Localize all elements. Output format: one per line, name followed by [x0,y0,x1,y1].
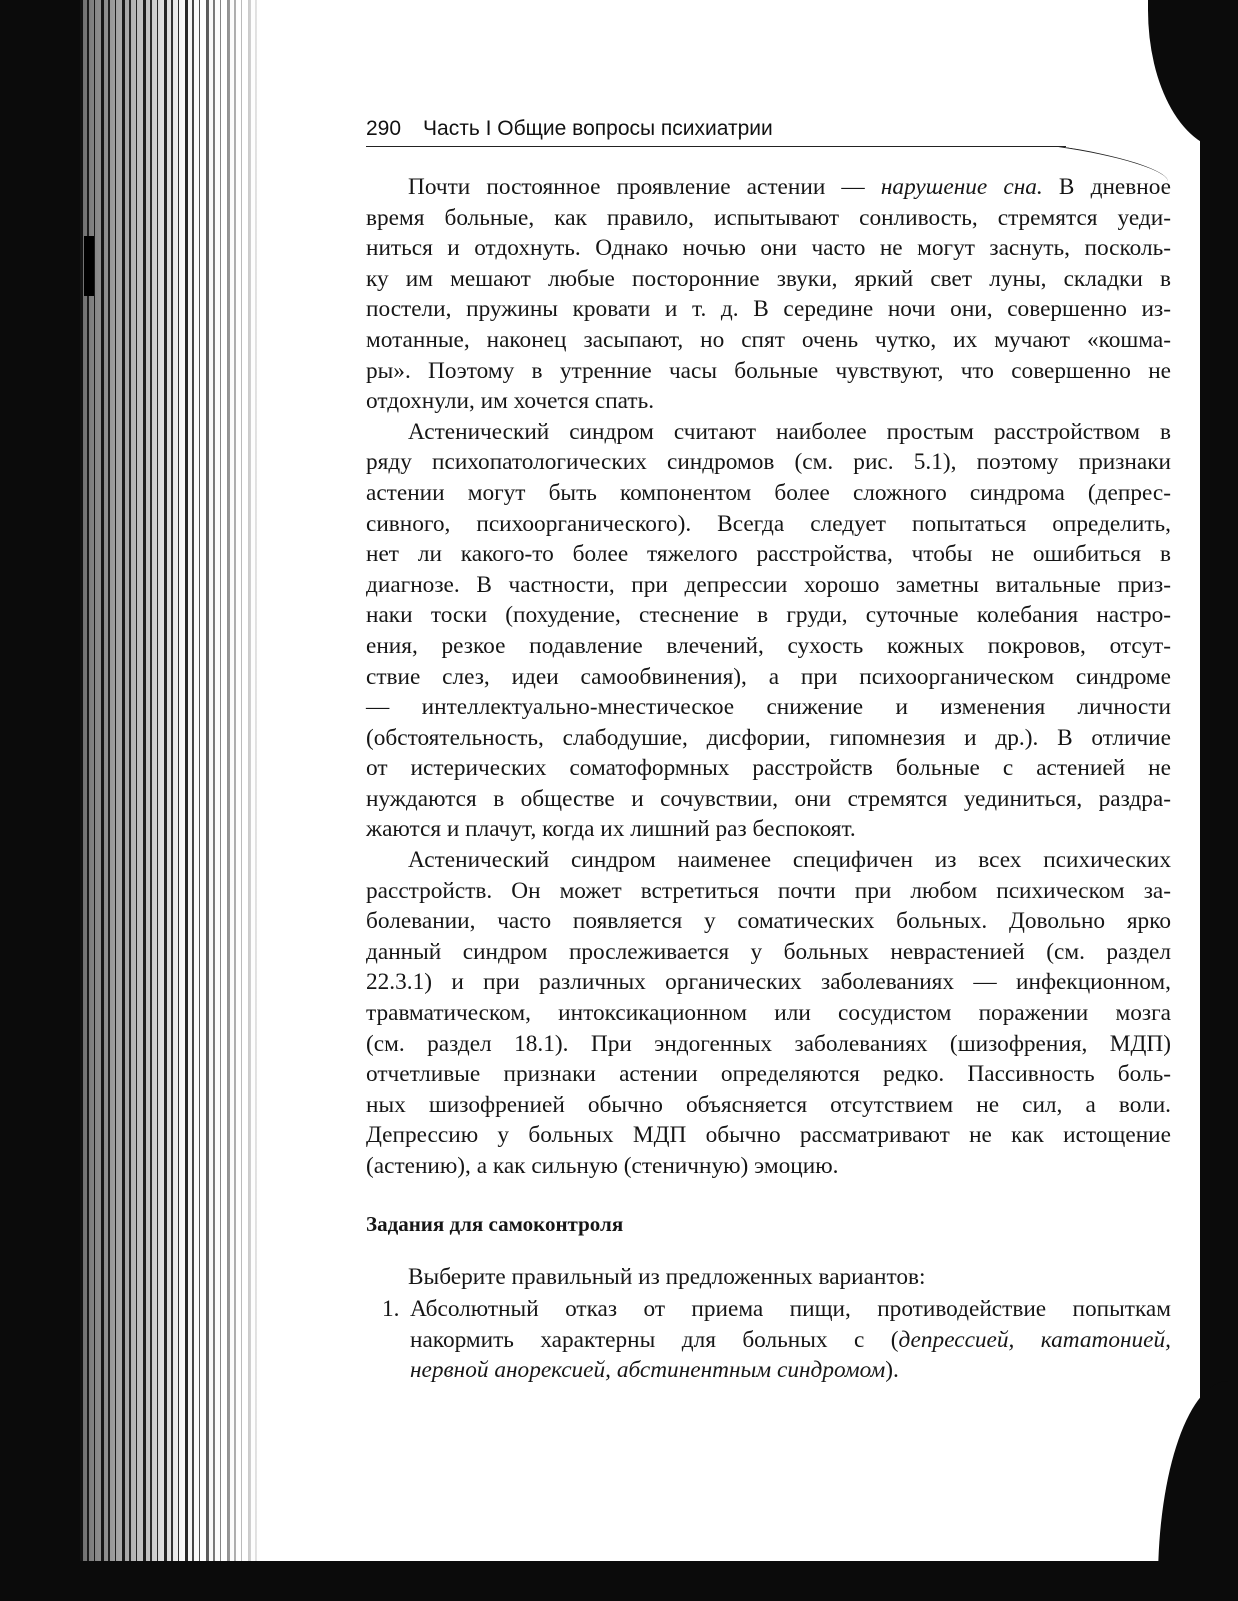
section-title: Задания для самоконтроля [366,1212,624,1236]
text-line: болевании, часто появляется у соматических больных. Довольно ярко [366,908,1171,935]
text-line: ения, резкое подавление влечений, сухость кожных покровов, отсут- [366,632,1171,659]
text-line: отдохнули, им хочется спать. [366,388,655,415]
text-line: ры». Поэтому в утренние часы больные чувствуют, что совершенно не [366,357,1171,384]
emphasis-term: нарушение сна. [880,174,1043,200]
text-line: астении могут быть компонентом более сложного синдрома (депрес- [366,479,1171,506]
text-line: нет ли какого-то более тяжелого расстройства, чтобы не ошибиться в [366,541,1171,568]
text-line: жаются и плачут, когда их лишний раз беспокоят. [366,816,856,843]
text-line: ствие слез, идеи самообвинения), а при психоорганическом синдроме [366,663,1171,690]
book-page [268,0,1171,1601]
text-line: от истерических соматоформных расстройств больные с астенией не [366,755,1171,782]
text-line: мотанные, наконец засыпают, но спят очень чутко, их мучают «кошма- [366,326,1171,353]
question-text [410,1294,1171,1386]
text-line: отчетливые признаки астении определяются редко. Пассивность боль- [366,1061,1171,1088]
scan-border-right [1200,120,1238,1600]
question-options: нервной анорексией, абстинентным синдромом [410,1357,886,1384]
question-options: депрессией, кататонией, [898,1326,1171,1353]
text-line: время больные, как правило, испытывают сонливость, стремятся уеди- [366,204,1171,231]
text-line: нуждаются в обществе и сочувствии, они стремятся уединиться, раздра- [366,785,1171,812]
text-line: травматическом, интоксикационном или сосудистом поражении мозга [366,1000,1171,1027]
text-line: данный синдром прослеживается у больных неврастенией (см. раздел [366,938,1171,965]
text-line: — интеллектуально-мнестическое снижение и изменения личности [366,694,1171,721]
text-line: Депрессию у больных МДП обычно рассматривают не как истощение [366,1122,1171,1149]
text-line [366,172,1171,203]
paragraph [366,845,1171,1182]
page-number: 290 [366,117,402,140]
question-text-fragment: накормить характерны для больных с ( [410,1326,899,1353]
question-text-fragment: ). [885,1357,899,1384]
question-line [410,1355,1171,1386]
body-text [366,172,1171,1182]
paragraph [366,172,1171,417]
text-line: ниться и отдохнуть. Однако ночью они часто не могут заснуть, посколь- [366,235,1171,262]
text-line: (см. раздел 18.1). При эндогенных заболеваниях (шизофрения, МДП) [366,1030,1171,1057]
text-line: расстройств. Он может встретиться почти при любом психическом за- [366,877,1171,904]
text-line: постели, пружины кровати и т. д. В середине ночи они, совершенно из- [366,296,1171,323]
paragraph [366,417,1171,845]
text-line: ку им мешают любые посторонние звуки, яркий свет луны, складки в [366,265,1171,292]
scan-border-left [0,0,80,1601]
question-1 [366,1294,1171,1386]
question-line [410,1325,1171,1356]
self-check-instruction: Выберите правильный из предложенных вариантов: [408,1264,926,1290]
text-line: наки тоски (похудение, стеснение в груди, суточные колебания настро- [366,602,1171,629]
question-line: Абсолютный отказ от приема пищи, противодействие попыткам [410,1296,1171,1322]
text-line: (обстоятельность, слабодушие, дисфории, гипомнезия и др.). В отличие [366,724,1171,751]
text-line: ных шизофренией обычно объясняется отсутствием не сил, а воли. [366,1091,1171,1118]
text-line: сивного, психоорганического). Всегда следует попытаться определить, [366,510,1171,537]
text-line: (астению), а как сильную (стеничную) эмоцию. [366,1153,839,1179]
text-line: диагнозе. В частности, при депрессии хорошо заметны витальные приз- [366,571,1171,598]
question-number: 1. [382,1296,400,1322]
running-title: Часть I Общие вопросы психиатрии [423,117,773,140]
text-line: ряду психопатологических синдромов (см. рис. 5.1), поэтому признаки [366,449,1171,476]
text-line: 22.3.1) и при различных органических заболеваниях — инфекционном, [366,969,1171,996]
running-head [366,117,1156,141]
text-line: Астенический синдром наименее специфичен из всех психических [408,847,1171,874]
page-tab-marker [84,236,94,296]
header-rule [366,146,1066,147]
text-fragment: В дневное [1042,174,1171,200]
text-line: Астенический синдром считают наиболее простым расстройством в [408,418,1171,445]
text-fragment: Почти постоянное проявление астении — [408,174,881,200]
gutter-shadow [80,0,260,1570]
